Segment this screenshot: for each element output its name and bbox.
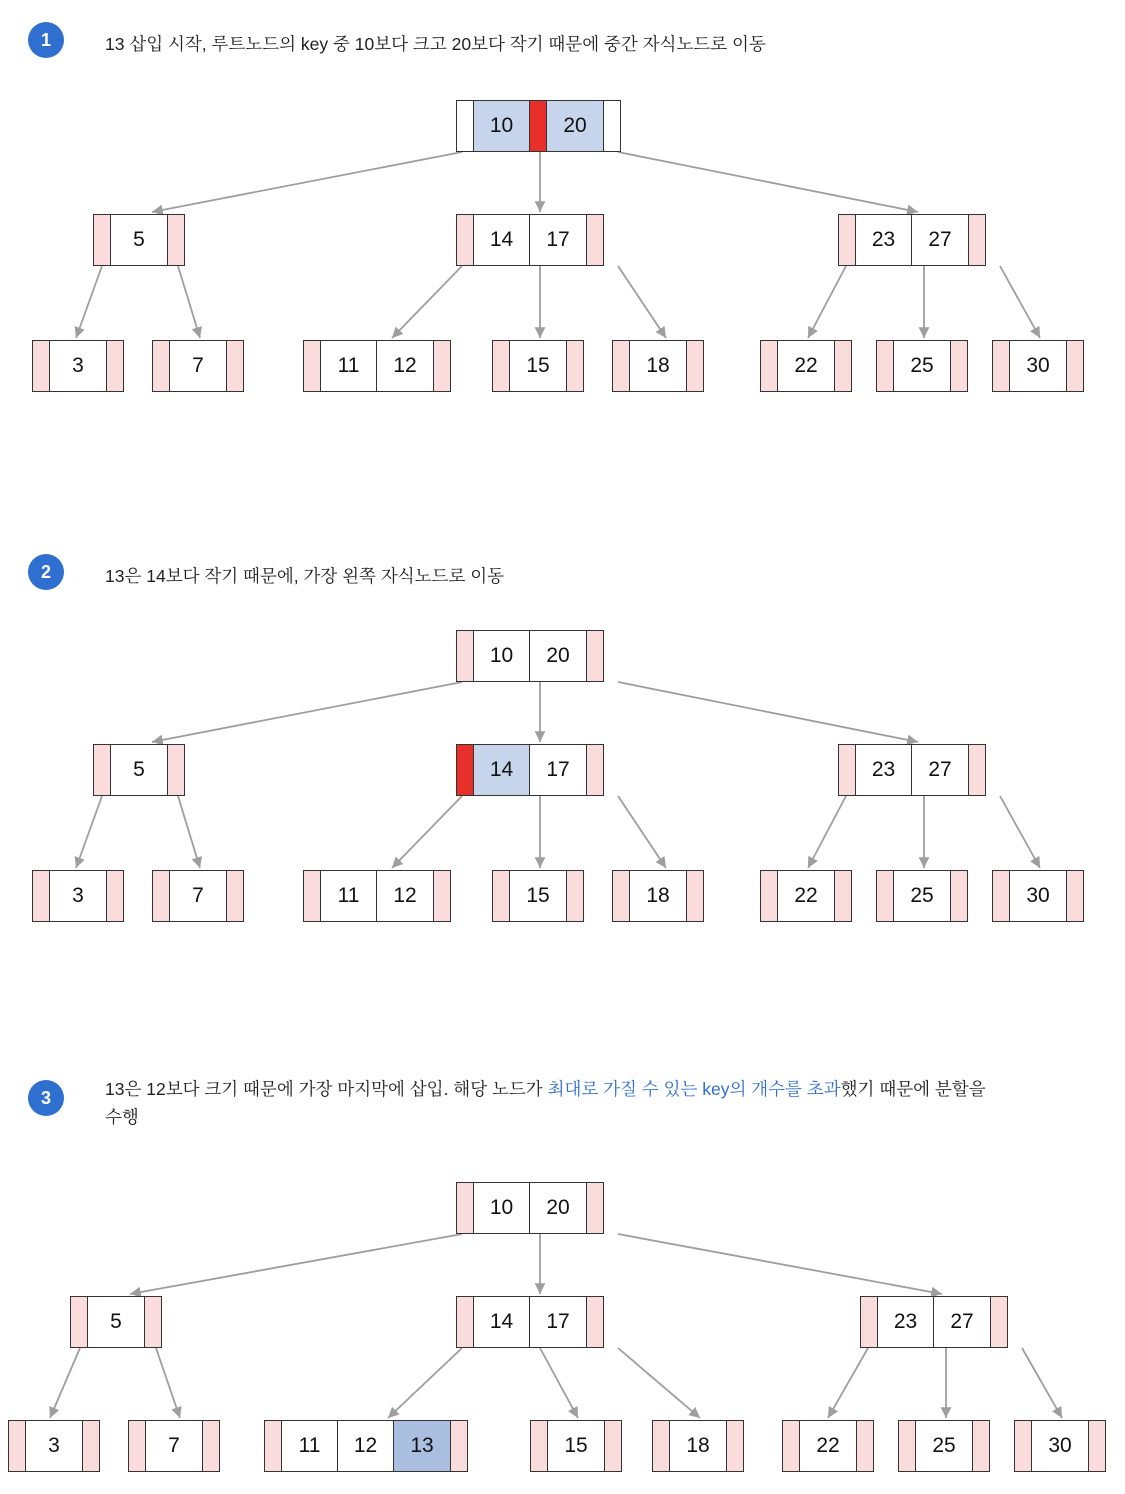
- tree-node: [860, 1296, 1008, 1348]
- node-pointer-cell: [990, 1297, 1007, 1347]
- node-pointer-cell: [761, 341, 778, 391]
- node-pointer-cell: [603, 101, 620, 151]
- node-key: 18: [630, 871, 686, 921]
- tree-node: [456, 630, 604, 682]
- tree-node: [838, 744, 986, 796]
- node-pointer-cell: [153, 341, 170, 391]
- node-key: 3: [50, 871, 106, 921]
- node-pointer-cell: [899, 1421, 916, 1471]
- node-pointer-cell: [566, 341, 583, 391]
- node-pointer-cell-highlighted: [530, 101, 547, 151]
- node-pointer-cell: [71, 1297, 88, 1347]
- tree-node: [456, 1296, 604, 1348]
- tree-node: [70, 1296, 162, 1348]
- node-key: 14: [474, 1297, 530, 1347]
- node-pointer-cell: [993, 871, 1010, 921]
- node-pointer-cell: [265, 1421, 282, 1471]
- node-key: 11: [321, 341, 377, 391]
- node-pointer-cell: [226, 871, 243, 921]
- node-key: 15: [510, 871, 566, 921]
- node-key: 5: [111, 745, 167, 795]
- node-key: 10: [474, 1183, 530, 1233]
- step-3: [0, 1050, 1125, 1494]
- node-pointer-cell: [226, 341, 243, 391]
- node-key: 15: [510, 341, 566, 391]
- node-pointer-cell: [686, 341, 703, 391]
- node-pointer-cell: [33, 871, 50, 921]
- step-3-badge: 3: [28, 1080, 64, 1116]
- node-key: 22: [800, 1421, 856, 1471]
- node-pointer-cell: [566, 871, 583, 921]
- node-pointer-cell: [457, 101, 474, 151]
- node-pointer-cell: [1066, 341, 1083, 391]
- node-pointer-cell: [493, 871, 510, 921]
- node-pointer-cell: [531, 1421, 548, 1471]
- node-pointer-cell: [861, 1297, 878, 1347]
- node-key-new: 13: [394, 1421, 450, 1471]
- node-pointer-cell: [856, 1421, 873, 1471]
- tree-node: [652, 1420, 744, 1472]
- tree-node: [760, 340, 852, 392]
- node-key: 22: [778, 871, 834, 921]
- node-key: 25: [916, 1421, 972, 1471]
- node-key: 10: [474, 631, 530, 681]
- node-key: 23: [856, 215, 912, 265]
- node-pointer-cell: [834, 871, 851, 921]
- tree-node-overflow: [264, 1420, 468, 1472]
- tree-node: [992, 870, 1084, 922]
- tree-node: [492, 340, 584, 392]
- node-key: 30: [1010, 341, 1066, 391]
- node-key: 18: [670, 1421, 726, 1471]
- tree-node: [8, 1420, 100, 1472]
- node-pointer-cell: [726, 1421, 743, 1471]
- node-pointer-cell: [839, 745, 856, 795]
- tree-node: [303, 340, 451, 392]
- tree-node-highlighted: [456, 744, 604, 796]
- tree-node: [32, 870, 124, 922]
- node-pointer-cell: [972, 1421, 989, 1471]
- node-pointer-cell: [761, 871, 778, 921]
- node-pointer-cell: [457, 1183, 474, 1233]
- tree-node: [152, 870, 244, 922]
- tree-node: [492, 870, 584, 922]
- node-pointer-cell: [586, 631, 603, 681]
- step-3-caption: [105, 1075, 995, 1131]
- node-pointer-cell: [144, 1297, 161, 1347]
- node-pointer-cell: [586, 745, 603, 795]
- node-key: 14: [474, 215, 530, 265]
- node-pointer-cell: [968, 215, 985, 265]
- node-pointer-cell: [167, 215, 184, 265]
- node-pointer-cell: [586, 1183, 603, 1233]
- node-pointer-cell: [202, 1421, 219, 1471]
- tree-node: [876, 870, 968, 922]
- step-2: [0, 530, 1125, 1030]
- node-pointer-cell: [457, 215, 474, 265]
- node-pointer-cell: [457, 631, 474, 681]
- tree-node: [612, 870, 704, 922]
- tree-node: [303, 870, 451, 922]
- node-pointer-cell: [167, 745, 184, 795]
- node-key: 17: [530, 745, 586, 795]
- step-1-caption: 13 삽입 시작, 루트노드의 key 중 10보다 크고 20보다 작기 때문에 중간 자식노드로 이동: [105, 34, 766, 54]
- step-2-badge: 2: [28, 554, 64, 590]
- node-pointer-cell: [950, 871, 967, 921]
- tree-node: [876, 340, 968, 392]
- tree-node: [32, 340, 124, 392]
- tree-node: [992, 340, 1084, 392]
- node-key: 25: [894, 871, 950, 921]
- tree-node: [93, 214, 185, 266]
- tree-node: [456, 214, 604, 266]
- node-key: 15: [548, 1421, 604, 1471]
- tree-node: [898, 1420, 990, 1472]
- node-pointer-cell: [1066, 871, 1083, 921]
- node-key: 10: [474, 101, 530, 151]
- node-pointer-cell: [993, 341, 1010, 391]
- node-pointer-cell: [950, 341, 967, 391]
- tree-node: [838, 214, 986, 266]
- node-pointer-cell: [604, 1421, 621, 1471]
- node-key: 22: [778, 341, 834, 391]
- node-key: 20: [530, 631, 586, 681]
- node-pointer-cell: [33, 341, 50, 391]
- node-pointer-cell: [1088, 1421, 1105, 1471]
- node-key: 17: [530, 215, 586, 265]
- node-key: 20: [547, 101, 603, 151]
- node-pointer-cell: [153, 871, 170, 921]
- node-pointer-cell: [653, 1421, 670, 1471]
- node-pointer-cell: [1015, 1421, 1032, 1471]
- node-pointer-cell: [586, 215, 603, 265]
- tree-node: [128, 1420, 220, 1472]
- node-pointer-cell: [686, 871, 703, 921]
- tree-node: [152, 340, 244, 392]
- node-pointer-cell: [433, 341, 450, 391]
- node-pointer-cell: [94, 745, 111, 795]
- node-pointer-cell: [129, 1421, 146, 1471]
- node-key: 30: [1010, 871, 1066, 921]
- node-pointer-cell: [457, 1297, 474, 1347]
- node-key: 27: [912, 215, 968, 265]
- node-key: 12: [377, 871, 433, 921]
- node-key: 3: [26, 1421, 82, 1471]
- node-key: 7: [170, 871, 226, 921]
- node-pointer-cell: [450, 1421, 467, 1471]
- node-pointer-cell: [304, 871, 321, 921]
- node-key: 5: [111, 215, 167, 265]
- node-key: 12: [377, 341, 433, 391]
- tree-node: [456, 1182, 604, 1234]
- node-pointer-cell: [968, 745, 985, 795]
- node-key: 7: [170, 341, 226, 391]
- node-key: 12: [338, 1421, 394, 1471]
- node-pointer-cell: [106, 871, 123, 921]
- step-3-caption-part-1: 13은 12보다 크기 때문에 가장 마지막에 삽입. 해당 노드가: [105, 1079, 548, 1099]
- node-key: 5: [88, 1297, 144, 1347]
- node-pointer-cell: [106, 341, 123, 391]
- node-pointer-cell: [493, 341, 510, 391]
- node-key: 18: [630, 341, 686, 391]
- tree-node: [456, 100, 621, 152]
- tree-node: [612, 340, 704, 392]
- node-pointer-cell: [839, 215, 856, 265]
- node-key: 3: [50, 341, 106, 391]
- node-key: 7: [146, 1421, 202, 1471]
- step-1-badge: 1: [28, 22, 64, 58]
- node-pointer-cell: [433, 871, 450, 921]
- node-key: 27: [912, 745, 968, 795]
- node-pointer-cell-highlighted: [457, 745, 474, 795]
- node-pointer-cell: [94, 215, 111, 265]
- node-pointer-cell: [82, 1421, 99, 1471]
- node-pointer-cell: [877, 871, 894, 921]
- node-pointer-cell: [613, 341, 630, 391]
- node-key: 11: [321, 871, 377, 921]
- node-key: 11: [282, 1421, 338, 1471]
- node-key: 14: [474, 745, 530, 795]
- node-pointer-cell: [9, 1421, 26, 1471]
- step-1: [0, 0, 1125, 500]
- node-key: 25: [894, 341, 950, 391]
- node-key: 23: [878, 1297, 934, 1347]
- tree-node: [530, 1420, 622, 1472]
- node-pointer-cell: [586, 1297, 603, 1347]
- node-key: 30: [1032, 1421, 1088, 1471]
- node-pointer-cell: [613, 871, 630, 921]
- node-key: 27: [934, 1297, 990, 1347]
- node-key: 17: [530, 1297, 586, 1347]
- step-3-caption-part-3: 했기 때문에 분할을 수행: [105, 1079, 986, 1127]
- tree-node: [1014, 1420, 1106, 1472]
- step-3-caption-highlight: 최대로 가질 수 있는 key의 개수를 초과: [547, 1079, 841, 1099]
- node-pointer-cell: [304, 341, 321, 391]
- node-pointer-cell: [877, 341, 894, 391]
- node-pointer-cell: [834, 341, 851, 391]
- node-key: 20: [530, 1183, 586, 1233]
- tree-node: [93, 744, 185, 796]
- step-2-caption: 13은 14보다 작기 때문에, 가장 왼쪽 자식노드로 이동: [105, 566, 505, 586]
- tree-node: [782, 1420, 874, 1472]
- node-pointer-cell: [783, 1421, 800, 1471]
- node-key: 23: [856, 745, 912, 795]
- tree-node: [760, 870, 852, 922]
